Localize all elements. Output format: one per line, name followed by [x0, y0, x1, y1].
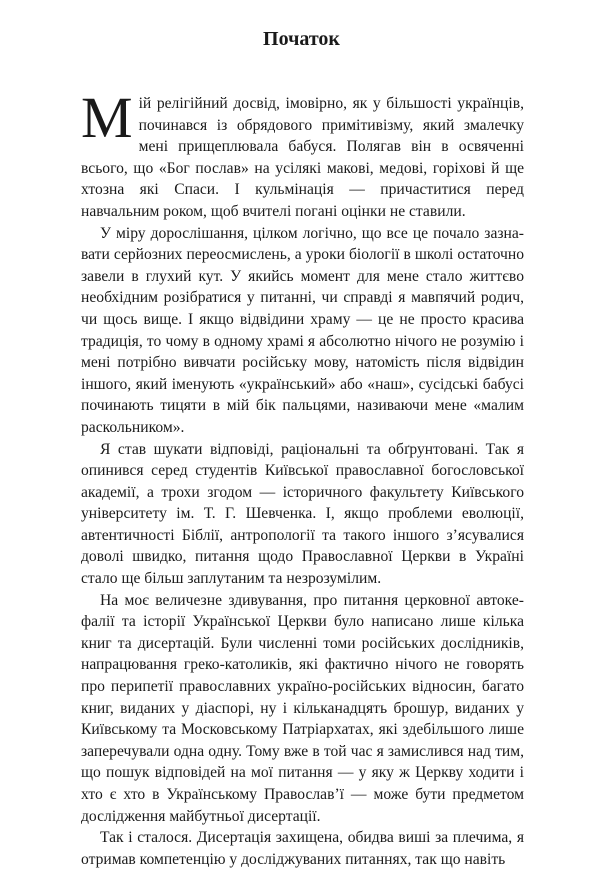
chapter-title: Початок — [263, 28, 340, 50]
chapter-body — [81, 85, 524, 870]
paragraph-4: На моє величезне здивування, про питання церковної автокефалії та історії Української Церкви було написано лише кілька книг та дисертацій. Були численні томи російських дослідників, напрацювання греко-католиків, які фактично нічого не говорять про перипетії православних україно-російських відносин, багато книг, виданих у діаспорі, ну і кільканадцять брошур, виданих у Київському та Московському Патріархатах, які здебільшого лише заперечували одна одну. Тому вже в той час я замислився над тим, що пошук відповідей на мої питання — у яку ж Церкву ходити і хто є хто в Українському Православ’ї — може бути предметом дослідження майбутньої дисертації. — [81, 591, 524, 825]
paragraph-5: Так і сталося. Дисертація захищена, обидва виші за плечима, я отримав компетенцію у досліджуваних питаннях, так що навіть — [81, 829, 524, 868]
paragraph-2: У міру дорослішання, цілком логічно, що все це почало зазнавати серйозних переосмислень, а уроки біології в школі остаточно завели в глухий кут. У якийсь момент для мене стало життєво необхідним розібратися у питанні, чи справді я мавпячий родич, чи щось вище. І якщо відвідини храму — це не просто красива традиція, то чому в одному храмі я абсолютно нічого не розумію і мені потрібно вивчати російську мову, натомість після відвідин іншого, який іменують «український» або «наш», сусідські бабусі починають тицяти в мій бік пальцями, називаючи мене «малим раскольником». — [81, 224, 524, 436]
drop-cap-letter: М — [81, 85, 133, 150]
paragraph-1 — [81, 85, 524, 223]
paragraph-1-text: ій релігійний досвід, імовірно, як у більшості українців, починався із обрядового примітивізму, який змалечку мені прищеплювала бабуся. Полягав він в освяченні всього, що «Бог послав» на усілякі макові, медові, горіхові й ще хтозна які Спаси. І кульмінація — причаститися перед навчальним роком, щоб вчителі погані оцінки не ставили. — [81, 95, 524, 220]
paragraph-3: Я став шукати відповіді, раціональні та обґрунтовані. Так я опинився серед студентів Київської православної богословської академії, а трохи згодом — історичного факультету Київського університету ім. Т. Г. Шевченка. І, якщо проблеми еволюції, автентичності Біблії, антропології та такого іншого з’ясувалися доволі швидко, питання щодо Православної Церкви в Україні стало ще більш заплутаним та незрозумілим. — [81, 440, 524, 588]
